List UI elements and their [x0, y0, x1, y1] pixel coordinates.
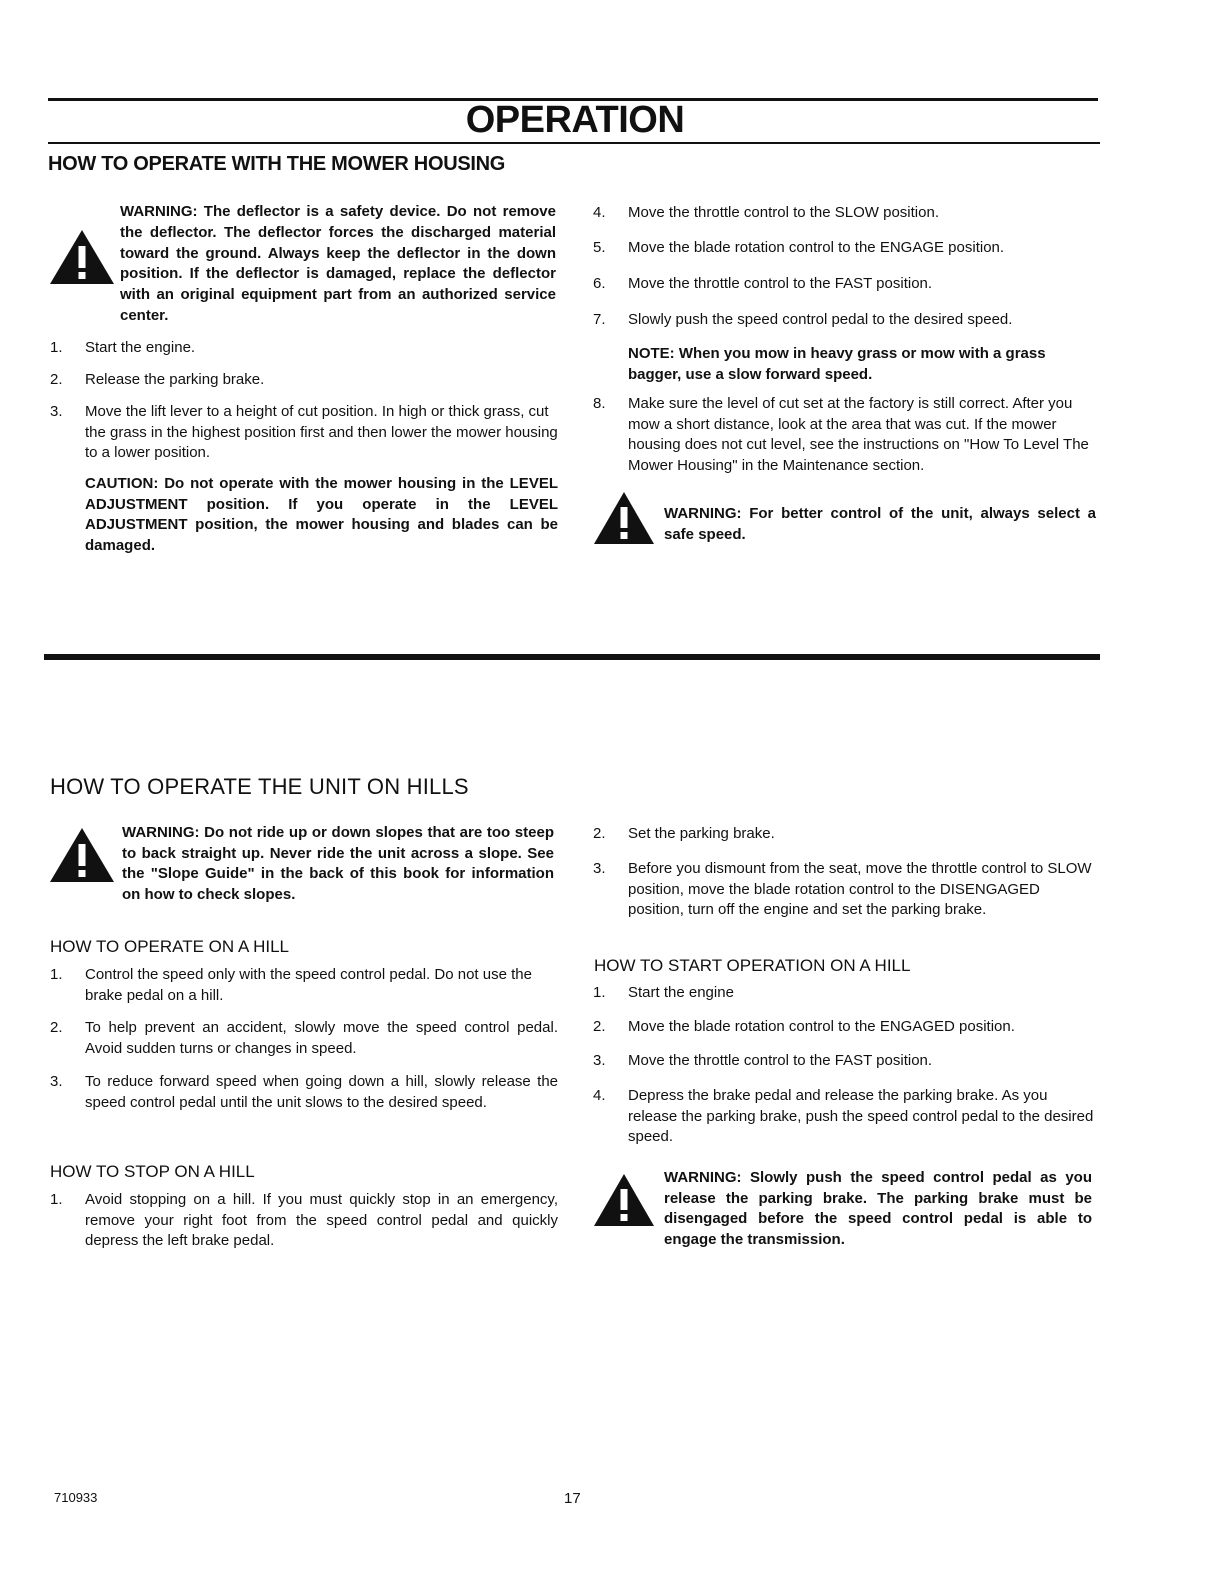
- list-item: 1. Avoid stopping on a hill. If you must quickly stop in an emergency, remove your right foot from the speed control pedal and quickly depress the left brake pedal.: [50, 1191, 558, 1249]
- warning-triangle-icon: [592, 490, 656, 546]
- page-number: 17: [564, 1490, 581, 1507]
- section2-warning-brake: WARNING: Slowly push the speed control pedal as you release the parking brake. The parking brake must be disengaged before the speed control pedal is able to engage the transmission.: [664, 1169, 1092, 1248]
- section1-warning-speed: WARNING: For better control of the unit, always select a safe speed.: [664, 505, 1096, 543]
- section1-note: NOTE: When you mow in heavy grass or mow with a grass bagger, use a slow forward speed.: [628, 345, 1046, 383]
- warning-triangle-icon: [592, 1172, 656, 1228]
- warning-triangle-icon: [48, 228, 116, 286]
- page-title: OPERATION: [465, 99, 685, 141]
- start-on-hill-heading: HOW TO START OPERATION ON A HILL: [594, 956, 911, 975]
- section1-heading: HOW TO OPERATE WITH THE MOWER HOUSING: [48, 153, 506, 175]
- list-item: 3. To reduce forward speed when going down a hill, slowly release the speed control pedal until the unit slows to the desired speed.: [50, 1073, 558, 1111]
- section1-caution: CAUTION: Do not operate with the mower housing in the LEVEL ADJUSTMENT position. If you operate in the LEVEL ADJUSTMENT position, the mower housing and blades can be damaged.: [85, 475, 558, 554]
- document-number: 710933: [54, 1490, 98, 1505]
- section2-heading: HOW TO OPERATE THE UNIT ON HILLS: [50, 774, 469, 799]
- stop-on-hill-heading: HOW TO STOP ON A HILL: [50, 1162, 255, 1181]
- list-item: 1. Control the speed only with the speed control pedal. Do not use the brake pedal on a hill.: [50, 966, 532, 1004]
- list-item: 3. Move the lift lever to a height of cut position. In high or thick grass, cut the grass in the highest position first and then lower the mower housing to a lower position.: [50, 403, 558, 461]
- list-item: 4. Depress the brake pedal and release the parking brake. As you release the parking brake, push the speed control pedal to the desired speed.: [593, 1087, 1094, 1145]
- list-item: 2. To help prevent an accident, slowly move the speed control pedal. Avoid sudden turns or changes in speed.: [50, 1019, 558, 1057]
- section2-warning: WARNING: Do not ride up or down slopes that are too steep to back straight up. Never ride the unit across a slope. See the "Slope Guide" in the back of this book for information on how to check slopes.: [122, 824, 554, 903]
- operate-on-hill-heading: HOW TO OPERATE ON A HILL: [50, 937, 290, 956]
- section-divider: [44, 654, 1100, 660]
- warning-triangle-icon: [48, 826, 116, 884]
- section1-warning: WARNING: The deflector is a safety device. Do not remove the deflector. The deflector forces the discharged material toward the ground. Always keep the deflector in the down position. If the deflector is damaged, replace the deflector with an original equipment part from an authorized service center.: [120, 203, 556, 324]
- list-item: 3. Before you dismount from the seat, move the throttle control to SLOW position, move the blade rotation control to the DISENGAGED position, turn off the engine and set the parking brake.: [593, 860, 1092, 918]
- list-item: 8. Make sure the level of cut set at the factory is still correct. After you mow a short distance, look at the area that was cut. If the mower housing does not cut level, see the instructions on "How To Level The Mower Housing" in the Maintenance section.: [593, 395, 1089, 474]
- title-bottom-rule: [48, 142, 1100, 144]
